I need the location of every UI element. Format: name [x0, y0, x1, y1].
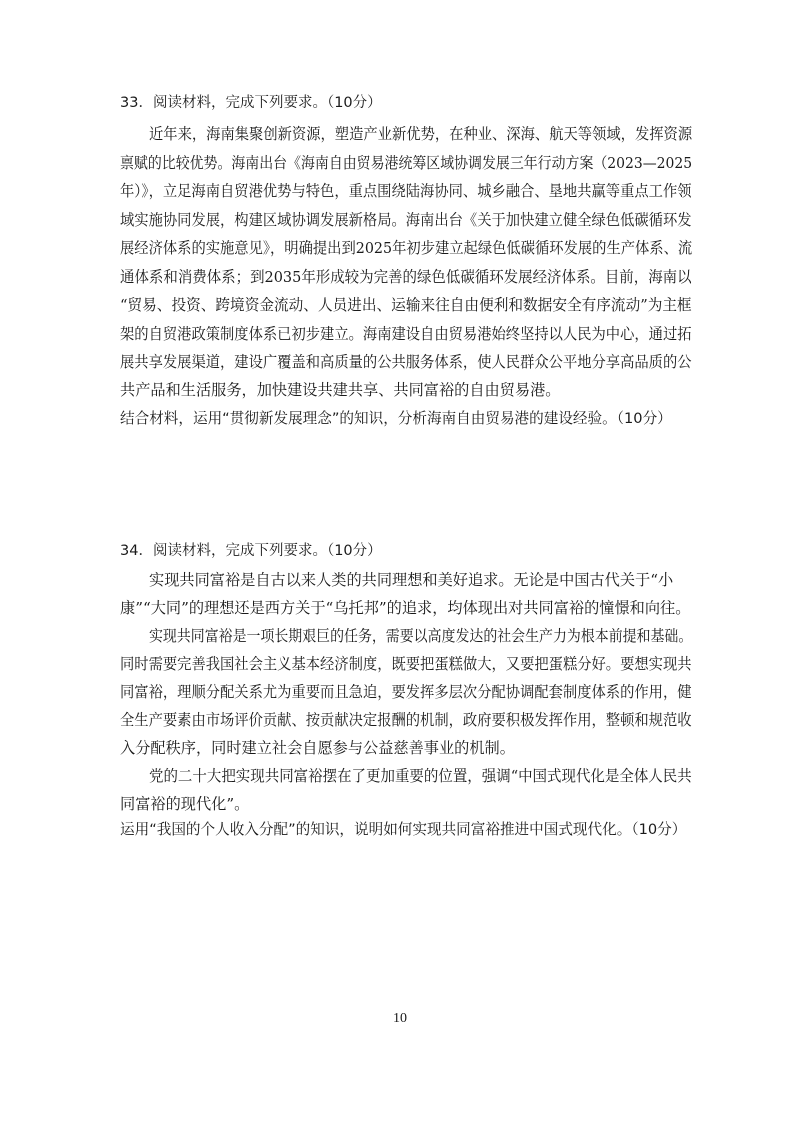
q34-material-line-2: 康”“大同”的理想还是西方关于“乌托邦”的追求，均体现出对共同富裕的憧憬和向往。 — [120, 599, 691, 617]
q34-material-line-1: 实现共同富裕是自古以来人类的共同理想和美好追求。无论是中国古代关于“小 — [149, 571, 674, 589]
q33-material-line-9: 展共享发展渠道，建设广覆盖和高质量的公共服务体系，使人民群众公平地分享高品质的公 — [120, 353, 692, 371]
q33-material-line-4: 域实施协同发展，构建区域协调发展新格局。海南出台《关于加快建立健全绿色低碳循环发 — [120, 211, 692, 229]
q33-material-line-2: 禀赋的比较优势。海南出台《海南自由贸易港统筹区域协调发展三年行动方案（2023—2025 — [120, 154, 693, 172]
q33-material-line-8: 架的自贸港政策制度体系已初步建立。海南建设自由贸易港始终坚持以人民为中心，通过拓 — [120, 325, 692, 343]
q33-question: 结合材料，运用“贯彻新发展理念”的知识，分析海南自由贸易港的建设经验。（10分） — [120, 410, 672, 427]
q33-material-line-1: 近年来，海南集聚创新资源，塑造产业新优势，在种业、深海、航天等领域，发挥资源 — [149, 125, 693, 143]
q33-material-line-6: 通体系和消费体系；到2035年形成较为完善的绿色低碳循环发展经济体系。目前，海南以 — [120, 268, 692, 286]
q33-material-line-7: “贸易、投资、跨境资金流动、人员进出、运输来往自由便利和数据安全有序流动”为主框 — [120, 296, 692, 314]
q33-material-line-10: 共产品和生活服务，加快建设共建共享、共同富裕的自由贸易港。 — [120, 381, 561, 399]
q34-material-line-9: 同富裕的现代化”。 — [120, 795, 250, 813]
q34-heading: 34．阅读材料，完成下列要求。（10分） — [120, 543, 382, 559]
q34-material-line-6: 全生产要素由市场评价贡献、按贡献决定报酬的机制，政府要积极发挥作用，整顿和规范收 — [120, 711, 692, 729]
q33-material-line-5: 展经济体系的实施意见》，明确提出到2025年初步建立起绿色低碳循环发展的生产体系、流 — [120, 239, 693, 257]
q34-material-line-7: 入分配秩序，同时建立社会自愿参与公益慈善事业的机制。 — [120, 739, 515, 757]
q34-material-line-3: 实现共同富裕是一项长期艰巨的任务，需要以高度发达的社会生产力为根本前提和基础。 — [149, 627, 693, 645]
q34-question: 运用“我国的个人收入分配”的知识，说明如何实现共同富裕推进中国式现代化。（10分） — [120, 821, 687, 838]
q33-material-line-3: 年）》，立足海南自贸港优势与特色，重点围绕陆海协同、城乡融合、垦地共赢等重点工作领 — [120, 182, 692, 200]
q34-material-line-8: 党的二十大把实现共同富裕摆在了更加重要的位置，强调“中国式现代化是全体人民共 — [149, 767, 692, 785]
q34-material-line-4: 同时需要完善我国社会主义基本经济制度，既要把蛋糕做大，又要把蛋糕分好。要想实现共 — [120, 655, 692, 673]
q34-material-line-5: 同富裕，理顺分配关系尤为重要而且急迫，要发挥多层次分配协调配套制度体系的作用，健 — [120, 683, 692, 701]
page-number: 10 — [393, 1011, 407, 1026]
q33-heading: 33．阅读材料，完成下列要求。（10分） — [120, 95, 382, 111]
